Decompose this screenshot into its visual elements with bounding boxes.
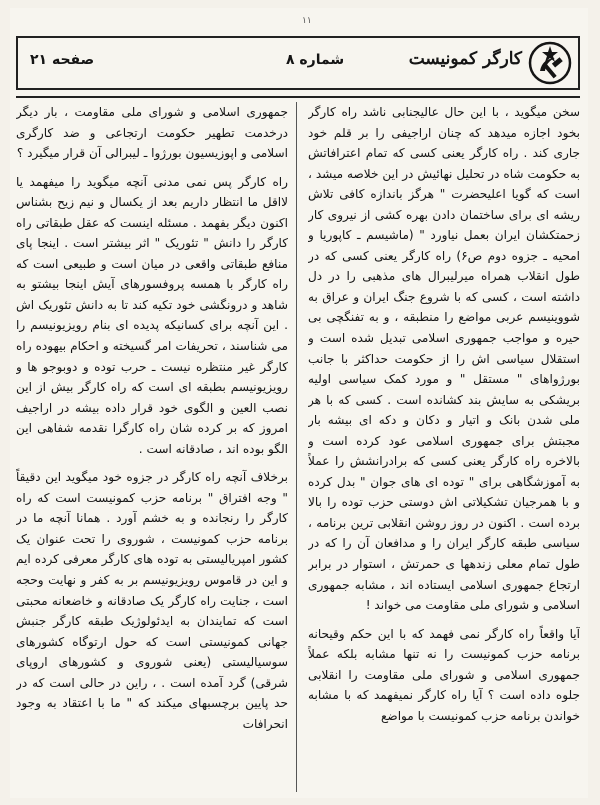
paper-title: کارگر کمونیست <box>408 49 522 69</box>
column-divider <box>296 102 297 792</box>
hammer-sickle-star-icon <box>528 41 572 85</box>
paragraph: راه کارگر پس نمی مدنی آنچه میگوید را میفهمد یا لااقل ما انتظار داریم بعد از یکسال و نیم زیح بشناس اکنون دیگر بفهمد . مسئله اینست که عقل طبقاتی راه کارگر را دانش " تئوریک " اثر بیشتر است . اینجا پای منافع طبقاتی واقعی در میان است و طبیعی است که راه کارگر با همسه پروفسورهای آیش اینجا بیشتو به شاهد و درونگشی خود تکیه کند تا به دانش تئوریک اش . این آنچه برای کسانیکه پدیده ای بنام رویزیونیسم را می شناسند ، تحریفات امر گسیخته و احکام بیهوده راه کارگر غیر منتظره نیست ـ حرب توده و دوبوجو ها و رویزیونیسم بطبقه ای است که راه کارگر بیش از این نصب العین و الگوی خود قرار داده بیشه در اراجیف امروز که بر کرده شان راه کارگرا نقدمه شفاهی این الگو بوده اند ، صادقانه است . <box>16 174 288 456</box>
paragraph: برخلاف آنچه راه کارگر در جزوه خود میگوید این دقیقاً " وجه افتراق " برنامه حزب کمونیست است که راه کارگر را رنجانده و به خشم آورد . همانا آنچه ما در برنامه حزب کمونیست ، شوروی را تحت عنوان یک کشور امپریالیستی به توده های کارگر معرفی کرده ایم و این در قاموس رویزیونیسم بر به کفر و نهایت وحجه است ، جنایت راه کارگر یک صادقانه و خاضعانه محبتی است که تمایندان به ایدئولوژیک طبقه کارگر جنبش جهانی کمونیستی است که حول ارتوگاه کشورهای سوسیالیستی (یعنی شوروی و کشورهای اروپای شرقی) گرد آمده است . ، راین در حالی است که در حد پایین برچسبهای میکند که " ما با اعتقاد به وجود انحرافات <box>16 470 288 731</box>
paragraph: سخن میگوید ، با این حال عالیجنابی ناشد راه کارگر بخود اجازه میدهد که چنان اراجیفی را بر قلم خود جاری کند . راه کارگر یعنی کسی که تمام اعترافاتش به حکومت شاه در تحلیل نهائیش در این خلاصه میشد ، است که گویا اعلیحضرت " هرگز باندازه کافی تلاش ریشه ای برای ساختمان دادن بهره کشی از نیروی کار زحمتکشان ایران بعمل نیاورد " (ماشیسم ـ کاپوریا و امحیه ـ جزوه دوم ص۶) راه کارگر یعنی کسی که در طول انقلاب همراه میرلیبرال های مذهبی را در دل داشته است ، کسی که با شروع جنگ ایران و عراق به شووینیسم عربی مواضع را منطبقه ، و به تفنگچی بی حیره و مواجب جمهوری اسلامی تبدیل شده است و استقلال سیاسی اش را از حکومت حداکثر با جانب بورژواهای " مستقل " و مورد کمک سیاسی اولیه بریشکی به سایش بند کشانده است . کسی که با هر ملی شدن بانک و اتیار و دکان و دکه ای بیشه بار مجبتش برای جمهوری اسلامی عود کرده است و بالاخره راه کارگر یعنی کسی که برادرانشش را عملاً به آموزشگاهی برای " توده ای های جوان " بدل کرده و با همرجیان تشکیلاتی اش دوستی حزب توده را بالا برده است . اکنون در روز روشن انقلابی ترین برنامه ، سیاسی طبقه کارگر ایران را و مدافعان آن را که در طول تمام معلی زندهها ی حمرتش ، استوار در برابر ارتجاع جمهوری اسلامی ایستاده اند ، مشابه جمهوری اسلامی و شورای ملی مقاومت می خواند ! <box>308 105 580 613</box>
top-mark: ۱۱ <box>302 16 312 26</box>
header-rule <box>16 96 580 98</box>
right-column <box>308 102 580 798</box>
issue-number: شماره ۸ <box>286 52 345 68</box>
document-page <box>10 8 588 798</box>
page-number: صفحه ۲۱ <box>30 52 95 68</box>
paragraph: جمهوری اسلامی و شورای ملی مقاومت ، بار دیگر درخدمت تطهیر حکومت ارتجاعی و ضد کارگری اسلامی و اپوزیسیون بورژوا ـ لیبرالی آن قرار میگیرد ؟ <box>16 105 288 161</box>
newspaper-header <box>16 36 580 90</box>
left-column <box>16 102 288 798</box>
paragraph: آیا واقعاً راه کارگر نمی فهمد که با این حکم وقیحانه برنامه حزب کمونیست را نه تنها مشابه بلکه عملاً جمهوری اسلامی و شورای ملی مقاومت را انقلابی جلوه داده است ؟ آیا راه کارگر نمیفهمد که با مشابه خواندن برنامه حزب کمونیست با مواضع <box>308 626 580 723</box>
